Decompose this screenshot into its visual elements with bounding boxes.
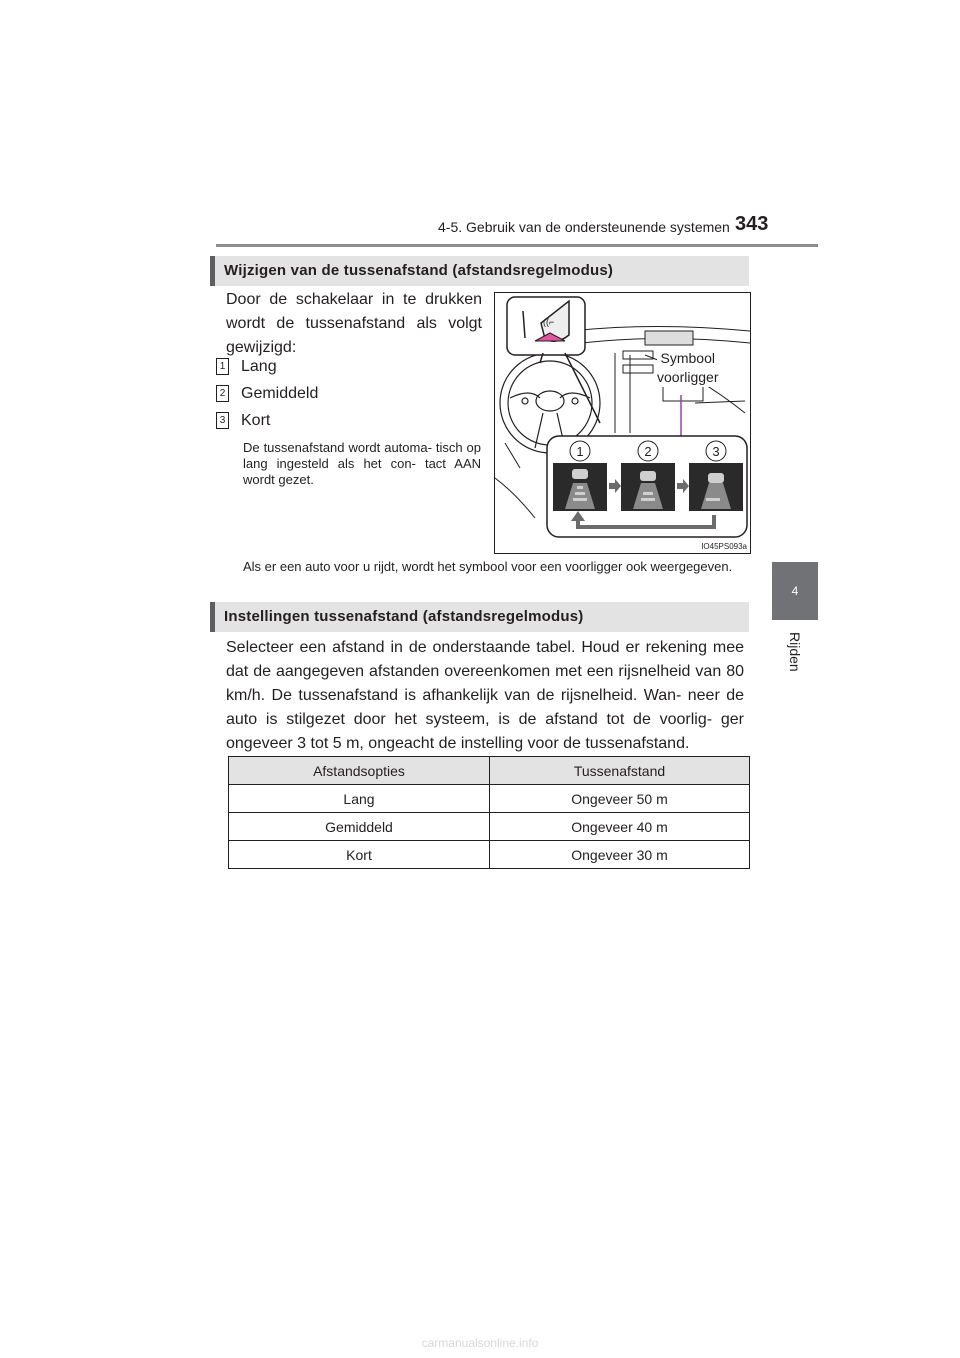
heading-accent-bar: [210, 256, 215, 286]
distance-table: [228, 756, 750, 869]
table-cell: Kort: [229, 841, 490, 869]
section-heading-text: Instellingen tussenafstand (afstandsregelmodus): [224, 608, 584, 625]
option-item-long: [216, 358, 277, 376]
table-cell: Ongeveer 30 m: [490, 841, 750, 869]
table-row: [229, 813, 750, 841]
chapter-tab: 4: [772, 562, 818, 620]
callout-line-2: voorligger: [657, 369, 719, 385]
step-label-3: 3: [712, 444, 720, 459]
dashboard-illustration: [494, 292, 751, 554]
note-default-distance: De tussenafstand wordt automa- tisch op lang ingesteld als het con- tact AAN wordt gezet.: [243, 440, 481, 487]
option-label: Kort: [241, 412, 271, 429]
heading-accent-bar: [210, 602, 215, 632]
settings-paragraph: Selecteer een afstand in de onderstaande tabel. Houd er rekening mee dat de aangegeven afstanden overeenkomen met een rijsnelheid van 80 km/h. De tussenafstand is afhankelijk van de rijsnelheid. Wan- neer de auto is stilgezet door het systeem, is de afstand tot de voorlig- ger ongeveer 3 tot 5 m, ongeacht de instelling voor de tussenafstand.: [226, 639, 744, 752]
table-header-cell: Afstandsopties: [229, 757, 490, 785]
callout-line-1: Symbool: [660, 350, 715, 366]
table-row: [229, 841, 750, 869]
vehicle-symbol-callout: [657, 349, 718, 387]
table-header-row: [229, 757, 750, 785]
intro-text: Door de schakelaar in te drukken wordt de tussenafstand als volgt gewijzigd:: [226, 291, 482, 356]
option-label: Lang: [241, 358, 277, 375]
option-item-short: [216, 412, 270, 430]
option-number: 3: [216, 412, 229, 429]
table-header-cell: Tussenafstand: [490, 757, 750, 785]
chapter-label: Rijden: [787, 632, 803, 672]
dashboard-drawing: [495, 293, 750, 553]
watermark: carmanualsonline.info: [421, 1336, 539, 1350]
header-title: 4-5. Gebruik van de ondersteunende systemen: [438, 219, 730, 235]
option-number: 2: [216, 385, 229, 402]
header-divider: [216, 244, 818, 247]
table-cell: Lang: [229, 785, 490, 813]
table-cell: Gemiddeld: [229, 813, 490, 841]
step-label-1: 1: [576, 444, 584, 459]
option-item-medium: [216, 385, 318, 403]
option-label: Gemiddeld: [241, 385, 319, 402]
table-cell: Ongeveer 40 m: [490, 813, 750, 841]
section-heading-text: Wijzigen van de tussenafstand (afstandsregelmodus): [224, 262, 614, 279]
page-number: 343: [735, 213, 769, 235]
option-number: 1: [216, 358, 229, 375]
svg-text:((⌐: ((⌐: [543, 317, 555, 327]
table-row: [229, 785, 750, 813]
section-heading-change-distance: [210, 256, 749, 286]
table-cell: Ongeveer 50 m: [490, 785, 750, 813]
note-preceding-vehicle: Als er een auto voor u rijdt, wordt het symbool voor een voorligger ook weergegeven.: [243, 559, 733, 574]
step-label-2: 2: [644, 444, 652, 459]
section-heading-distance-settings: [210, 602, 749, 632]
figure-code: IO45PS093a: [701, 542, 747, 551]
